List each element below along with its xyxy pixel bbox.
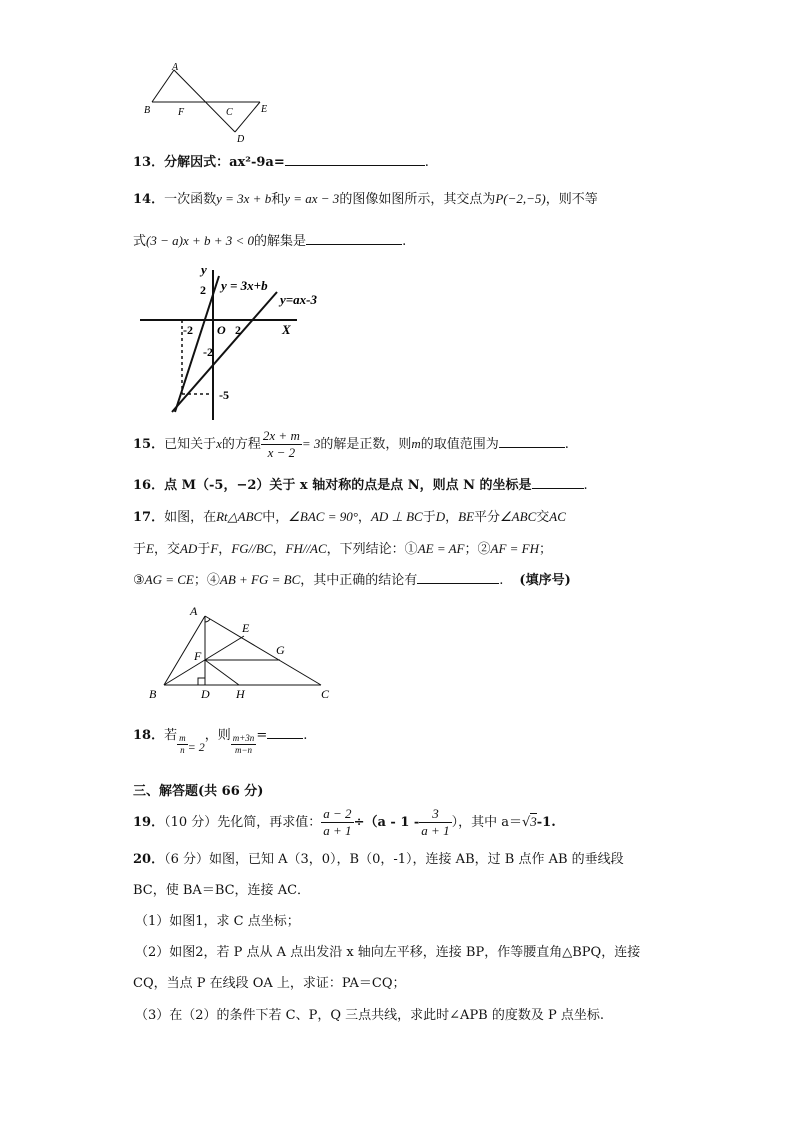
q14-point: P(−2,−5) <box>495 191 546 206</box>
q15-text-4: 的取值范围为 <box>420 437 499 452</box>
sqrt-icon: √ <box>521 815 531 830</box>
q17-end: . <box>499 573 504 588</box>
q14-text-5: 式 <box>133 234 147 249</box>
label-b: B <box>144 105 151 116</box>
q17-math: AD <box>179 541 198 556</box>
q15-var-x: x <box>216 436 222 451</box>
section-3-heading: 三、解答题(共 66 分) <box>133 784 264 799</box>
question-20-line1 <box>133 848 624 867</box>
label-d: D <box>201 687 210 701</box>
q17-math: FH//AC <box>285 541 327 556</box>
q19-fraction-1 <box>321 806 353 839</box>
q16-text: 点 M（-5，−2）关于 x 轴对称的点是点 N，则点 N 的坐标是 <box>164 478 532 493</box>
q18-text-2: ，则 <box>204 728 231 743</box>
q15-answer-blank[interactable] <box>499 435 565 448</box>
q19-frac1-num: a − 2 <box>323 806 352 821</box>
question-15 <box>133 428 569 461</box>
label-c: C <box>321 687 330 701</box>
line2-label: y=ax-3 <box>280 292 318 307</box>
q14-text-2: 和 <box>271 192 285 207</box>
q13-text: 分解因式：ax²-9a= <box>164 155 285 170</box>
axis-y-label: y <box>201 262 207 277</box>
q17-text: 交 <box>536 510 550 525</box>
q15-text-3: 的解是正数，则 <box>320 437 412 452</box>
q19-frac1-den: a + 1 <box>323 823 352 838</box>
q17-text: ，交 <box>153 542 180 557</box>
q14-text-1: 一次函数 <box>164 192 217 207</box>
q17-math: D <box>435 509 446 524</box>
label-e: E <box>242 621 250 635</box>
question-13 <box>133 151 429 170</box>
q17-text: 平分 <box>474 510 501 525</box>
q13-answer-blank[interactable] <box>285 153 425 166</box>
q19-fraction-2 <box>419 806 451 839</box>
tick-y-m5: -5 <box>219 388 229 402</box>
q19-sqrt-value: 3 <box>530 814 537 829</box>
label-a: A <box>172 62 179 73</box>
q17-math: AG = CE <box>144 572 194 587</box>
q19-frac2-num: 3 <box>419 806 451 823</box>
q18-frac2-den: m−n <box>234 745 253 755</box>
top-geometry-figure <box>140 60 280 145</box>
question-20-part2-line1: （2）如图2，若 P 点从 A 点出发沿 x 轴向左平移，连接 BP，作等腰直角△BPQ，连接 <box>135 945 641 960</box>
tick-x-2: 2 <box>235 323 241 337</box>
question-20-part3: （3）在（2）的条件下若 C、P，Q 三点共线，求此时∠APB 的度数及 P 点坐标. <box>135 1008 605 1023</box>
q17-math: AC <box>549 509 566 524</box>
q17-math: AB + FG = BC <box>219 572 301 587</box>
question-14-line2 <box>133 230 406 249</box>
q15-number: 15． <box>133 437 165 452</box>
q17-math: AE = AF <box>417 541 465 556</box>
q17-text: ， <box>445 510 459 525</box>
q17-text: ，其中正确的结论有 <box>300 573 418 588</box>
q17-math: ∠BAC = 90° <box>288 509 358 524</box>
q18-frac1-num: m <box>179 733 186 743</box>
question-20-part2-line2: CQ，当点 P 在线段 OA 上，求证：PA＝CQ； <box>133 976 406 991</box>
label-f: F <box>194 649 202 663</box>
q15-frac-num: 2x + m <box>262 428 300 443</box>
q17-math: Rt△ABC <box>216 509 263 524</box>
q17-math: F <box>210 541 219 556</box>
q17-text: 于 <box>422 510 436 525</box>
q17-text: ；④ <box>193 573 220 588</box>
q14-text-4: ，则不等 <box>545 192 598 207</box>
q16-number: 16． <box>133 478 165 493</box>
q17-math: AD ⊥ BC <box>370 509 423 524</box>
q17-math: AF = FH <box>490 541 539 556</box>
q18-eq: = 2 <box>187 740 205 754</box>
q18-frac1-den: n <box>180 745 185 755</box>
q17-text: ③ <box>133 573 145 588</box>
label-b: B <box>149 687 157 701</box>
q20-number: 20． <box>133 852 165 867</box>
q15-eq: = 3 <box>301 436 321 451</box>
q20-text-1: （6 分）如图，已知 A（3，0），B（0，-1），连接 AB，过 B 点作 AB 的垂线段 <box>164 852 624 867</box>
q15-end: . <box>564 437 569 452</box>
q17-text: ， <box>357 510 371 525</box>
q14-text-6: 的解集是 <box>254 234 307 249</box>
tick-y-2: 2 <box>200 283 206 297</box>
q19-text-3: -1. <box>536 815 556 830</box>
q17-text: ； <box>539 542 553 557</box>
q14-function-graph <box>137 262 327 422</box>
label-c: C <box>226 107 233 118</box>
q17-text: ， <box>218 542 232 557</box>
q13-number: 13． <box>133 155 165 170</box>
q17-math: ∠ABC <box>500 509 537 524</box>
q18-text-3: = <box>256 728 268 743</box>
label-d: D <box>237 134 245 145</box>
tick-y-m2: -2 <box>203 345 213 359</box>
q14-number: 14． <box>133 192 165 207</box>
q18-number: 18． <box>133 728 165 743</box>
q17-hint: (填序号) <box>519 573 571 588</box>
label-g: G <box>276 643 285 657</box>
q17-math: BE <box>458 509 475 524</box>
q17-triangle-figure <box>145 602 345 704</box>
label-h: H <box>236 687 245 701</box>
q17-math: FG//BC <box>231 541 273 556</box>
q17-text: ；② <box>464 542 491 557</box>
question-20-line2: BC，使 BA＝BC，连接 AC． <box>133 883 311 898</box>
q19-text-2: ），其中 a＝ <box>451 815 522 830</box>
question-17-line1 <box>133 506 566 525</box>
q15-frac-den: x − 2 <box>267 445 296 460</box>
q18-answer-blank[interactable] <box>267 726 303 739</box>
q19-frac2-den: a + 1 <box>421 823 450 838</box>
q18-fraction-1 <box>177 733 188 756</box>
question-19 <box>133 806 556 839</box>
q15-fraction <box>261 428 302 461</box>
q14-eq2: y = ax − 3 <box>284 191 340 206</box>
label-a: A <box>190 604 198 618</box>
q17-text: 中， <box>262 510 289 525</box>
q16-answer-blank[interactable] <box>532 476 584 489</box>
origin-label: O <box>217 323 226 337</box>
label-f: F <box>178 107 185 118</box>
q19-text-1: （10 分）先化简，再求值： <box>164 815 322 830</box>
question-18 <box>133 724 307 756</box>
q17-text: 于 <box>197 542 211 557</box>
q15-text-2: 的方程 <box>221 437 261 452</box>
q13-end: . <box>424 155 429 170</box>
q17-text: 如图，在 <box>164 510 217 525</box>
q18-frac2-num: m+3n <box>232 733 255 743</box>
axis-x-label: X <box>282 322 291 337</box>
question-16 <box>133 474 588 493</box>
q15-var-m: m <box>411 436 421 451</box>
q17-number: 17． <box>133 510 165 525</box>
q14-end: . <box>402 234 407 249</box>
q18-text-1: 若 <box>164 728 178 743</box>
question-17-line2 <box>133 538 552 557</box>
q17-text: ，下列结论：① <box>326 542 418 557</box>
q16-end: . <box>583 478 588 493</box>
q14-eq1: y = 3x + b <box>216 191 272 206</box>
label-e: E <box>261 104 268 115</box>
q18-fraction-2 <box>231 733 257 756</box>
q17-math: E <box>146 541 154 556</box>
q17-text: 于 <box>133 542 147 557</box>
q17-answer-blank[interactable] <box>417 571 499 584</box>
question-14-line1 <box>133 188 598 207</box>
question-20-part1: （1）如图1，求 C 点坐标； <box>135 914 300 929</box>
q17-text: ， <box>272 542 286 557</box>
question-17-line3 <box>133 569 571 588</box>
q14-inequality: (3 − a)x + b + 3 < 0 <box>146 233 255 248</box>
line1-label: y = 3x+b <box>221 278 268 293</box>
q18-end: . <box>303 728 308 743</box>
tick-x-m2: -2 <box>183 323 193 337</box>
q14-text-3: 的图像如图所示，其交点为 <box>339 192 496 207</box>
q14-answer-blank[interactable] <box>306 232 402 245</box>
q19-number: 19． <box>133 815 165 830</box>
q19-div: ÷（a - 1 - <box>353 815 420 830</box>
q15-text-1: 已知关于 <box>164 437 217 452</box>
